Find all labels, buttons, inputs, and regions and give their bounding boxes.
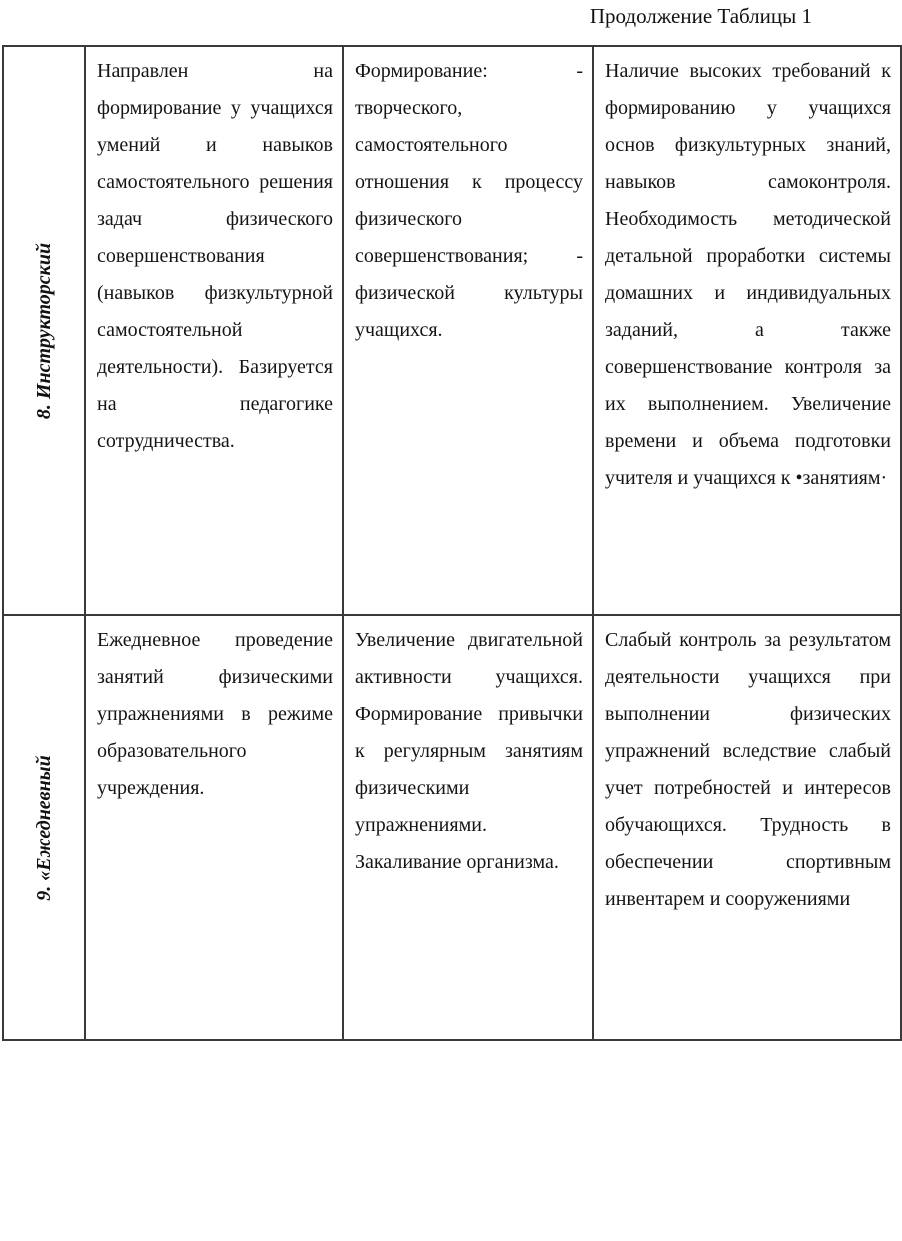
goals-cell: Формирование: - творческого, самостоятельного отношения к процессу физического совершенствования; - физической культуры учащихся. [343, 46, 593, 615]
row-header-cell [3, 615, 85, 1040]
row-header-vertical-label: 8. Инструкторский [33, 242, 55, 419]
description-cell: Направлен на формирование у учащихся умений и навыков самостоятельного решения задач физического совершенствования (навыков физкультурной самостоятельной деятельности). Базируется на педагогике сотрудничества. [85, 46, 343, 615]
description-cell: Ежедневное проведение занятий физическими упражнениями в режиме образовательного учреждения. [85, 615, 343, 1040]
row-header-cell [3, 46, 85, 615]
table-row [3, 46, 901, 615]
goals-cell: Увеличение двигательной активности учащихся. Формирование привычки к регулярным занятиям физическими упражнениями. Закаливание организма. [343, 615, 593, 1040]
page-title: Продолжение Таблицы 1 [589, 4, 812, 28]
row-header-vertical-label: 9. «Ежедневный [33, 754, 55, 901]
comparison-table [2, 45, 902, 1041]
table-row [3, 615, 901, 1040]
drawbacks-cell: Наличие высоких требований к формированию у учащихся основ физкультурных знаний, навыков самоконтроля. Необходимость методической детальной проработки системы домашних и индивидуальных заданий, а также совершенствование контроля за их выполнением. Увеличение времени и объема подготовки учителя и учащихся к •занятиям· [593, 46, 901, 615]
drawbacks-cell: Слабый контроль за результатом деятельности учащихся при выполнении физических упражнений вследствие слабый учет потребностей и интересов обучающихся. Трудность в обеспечении спортивным инвентарем и сооружениями [593, 615, 901, 1040]
